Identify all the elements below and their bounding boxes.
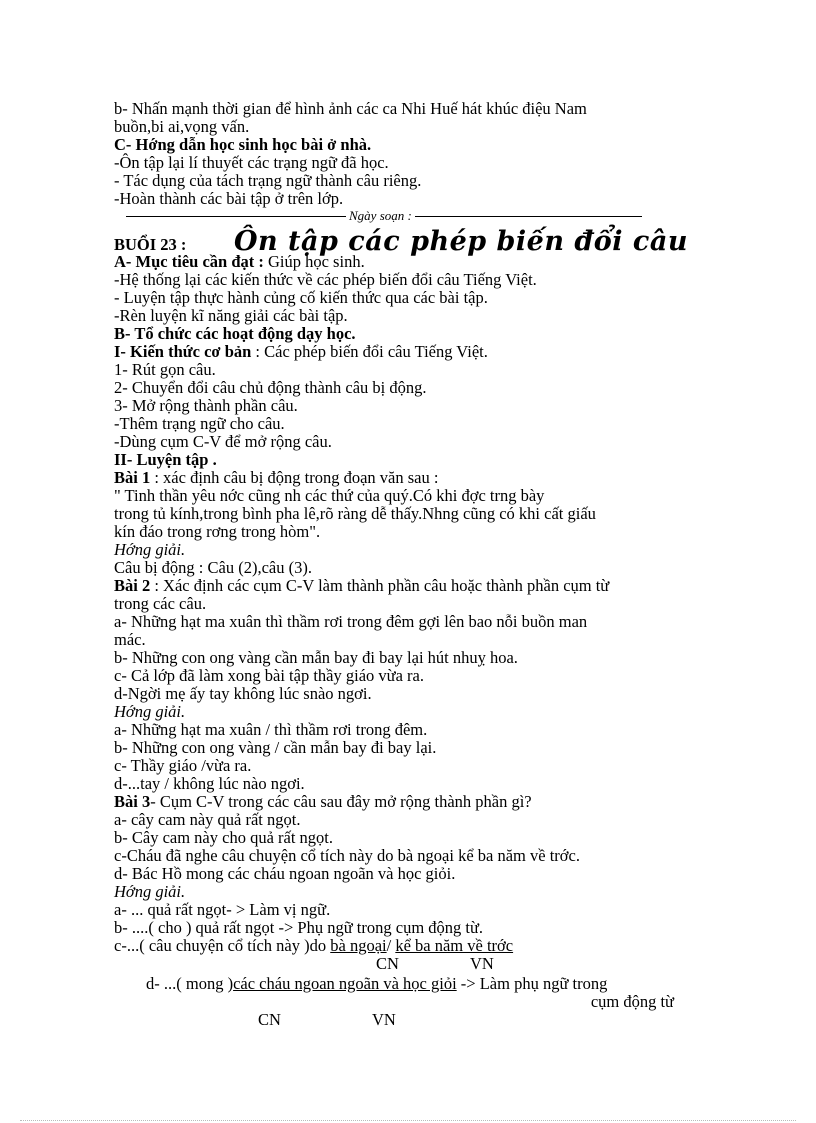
heading-a: A- Mục tiêu cần đạt :	[114, 252, 264, 271]
vn-label: VN	[372, 1010, 396, 1029]
exercise-label: Bài 2	[114, 576, 151, 595]
text-line	[114, 577, 609, 595]
text-span: - Cụm C-V trong các câu sau đây mở rộng thành phần gì?	[150, 792, 532, 811]
text-line	[114, 793, 532, 811]
text-line: trong các câu.	[114, 594, 207, 613]
subject-phrase: bà ngoại	[330, 936, 387, 955]
heading-i: I- Kiến thức cơ bản	[114, 342, 252, 361]
guide-label: Hớng giải.	[114, 882, 186, 901]
text-line: " Tinh thần yêu nớc cũng nh các thứ của quý.Có khi đợc trng bày	[114, 486, 545, 505]
ngay-soan-label: Ngày soạn :	[346, 208, 415, 224]
text-span: Giúp học sinh.	[263, 252, 365, 271]
text-line: - Tác dụng của tách trạng ngữ thành câu riêng.	[114, 171, 422, 190]
text-line: a- ... quả rất ngọt- > Làm vị ngữ.	[114, 900, 331, 919]
text-line: c- Cả lớp đã làm xong bài tập thầy giáo vừa ra.	[114, 666, 424, 685]
section-heading: II- Luyện tập .	[114, 450, 217, 469]
text-span: c-...( câu chuyện cổ tích này )do	[114, 936, 331, 955]
page-bottom-border	[20, 1120, 796, 1121]
exercise-label: Bài 1	[114, 468, 151, 487]
lesson-title: Ôn tập các phép biến đổi câu	[234, 226, 688, 257]
exercise-label: Bài 3	[114, 792, 151, 811]
text-line	[114, 343, 488, 361]
cn-label: CN	[258, 1010, 281, 1029]
text-line: d-Ngời mẹ ấy tay không lúc snào ngơi.	[114, 684, 372, 703]
text-line: -Hệ thống lại các kiến thức về các phép biến đổi câu Tiếng Việt.	[114, 270, 537, 289]
text-line: d- Bác Hồ mong các cháu ngoan ngoãn và học giỏi.	[114, 864, 456, 883]
text-line: - Luyện tập thực hành củng cố kiến thức qua các bài tập.	[114, 288, 488, 307]
text-line: 1- Rút gọn câu.	[114, 360, 216, 379]
text-line: b- Những con ong vàng / cần mẫn bay đi bay lại.	[114, 738, 437, 757]
cv-phrase: các cháu ngoan ngoãn và học giỏi	[233, 974, 457, 993]
text-span: -> Làm phụ ngữ trong	[456, 974, 608, 993]
text-line: a- Những hạt ma xuân / thì thầm rơi trong đêm.	[114, 720, 428, 739]
vn-label: VN	[470, 954, 494, 973]
text-span: d- ...( mong )	[146, 974, 234, 993]
text-line	[114, 937, 513, 955]
text-line: -Ôn tập lại lí thuyết các trạng ngữ đã học.	[114, 153, 389, 172]
text-line: b- Những con ong vàng cần mẫn bay đi bay lại hút nhuỵ hoa.	[114, 648, 518, 667]
predicate-phrase: kể ba năm về trớc	[395, 936, 514, 955]
text-line: c- Thầy giáo /vừa ra.	[114, 756, 252, 775]
text-line: mác.	[114, 630, 146, 649]
text-line: a- cây cam này quả rất ngọt.	[114, 810, 301, 829]
text-line	[114, 253, 365, 271]
text-line: -Thêm trạng ngữ cho câu.	[114, 414, 285, 433]
session-label: BUỔI 23 :	[114, 235, 187, 254]
text-span: : Các phép biến đổi câu Tiếng Việt.	[251, 342, 488, 361]
text-line: cụm động từ	[590, 992, 674, 1011]
text-line: b- Nhấn mạnh thời gian để hình ảnh các ca Nhi Huế hát khúc điệu Nam	[114, 99, 587, 118]
cn-label: CN	[376, 954, 399, 973]
guide-label: Hớng giải.	[114, 540, 186, 559]
text-line: b- Cây cam này cho quả rất ngọt.	[114, 828, 334, 847]
text-line: 3- Mở rộng thành phần câu.	[114, 396, 298, 415]
guide-label: Hớng giải.	[114, 702, 186, 721]
section-heading: C- Hớng dẫn học sinh học bài ở nhà.	[114, 135, 372, 154]
text-line: -Dùng cụm C-V để mở rộng câu.	[114, 432, 332, 451]
text-line: -Hoàn thành các bài tập ở trên lớp.	[114, 189, 344, 208]
text-line: b- ....( cho ) quả rất ngọt -> Phụ ngữ trong cụm động từ.	[114, 918, 484, 937]
text-line: -Rèn luyện kĩ năng giải các bài tập.	[114, 306, 348, 325]
text-span: : Xác định các cụm C-V làm thành phần câu hoặc thành phần cụm từ	[150, 576, 610, 595]
text-line: c-Cháu đã nghe câu chuyện cổ tích này do bà ngoại kể ba năm về trớc.	[114, 846, 580, 865]
text-line: trong tủ kính,trong bình pha lê,rõ ràng dễ thấy.Nhng cũng có khi cất giấu	[114, 504, 596, 523]
text-line: a- Những hạt ma xuân thì thầm rơi trong đêm gợi lên bao nỗi buồn man	[114, 612, 588, 631]
text-line	[114, 469, 438, 487]
text-line: buồn,bi ai,vọng vấn.	[114, 117, 250, 136]
text-line: d-...tay / không lúc nào ngơi.	[114, 774, 305, 793]
text-line: Câu bị động : Câu (2),câu (3).	[114, 558, 312, 577]
text-line: 2- Chuyển đổi câu chủ động thành câu bị động.	[114, 378, 427, 397]
slash: /	[386, 936, 396, 955]
text-line	[146, 975, 607, 993]
text-span: : xác định câu bị động trong đoạn văn sau :	[150, 468, 439, 487]
section-heading: B- Tổ chức các hoạt động dạy học.	[114, 324, 356, 343]
text-line: kín đáo trong rơng trong hòm".	[114, 522, 321, 541]
